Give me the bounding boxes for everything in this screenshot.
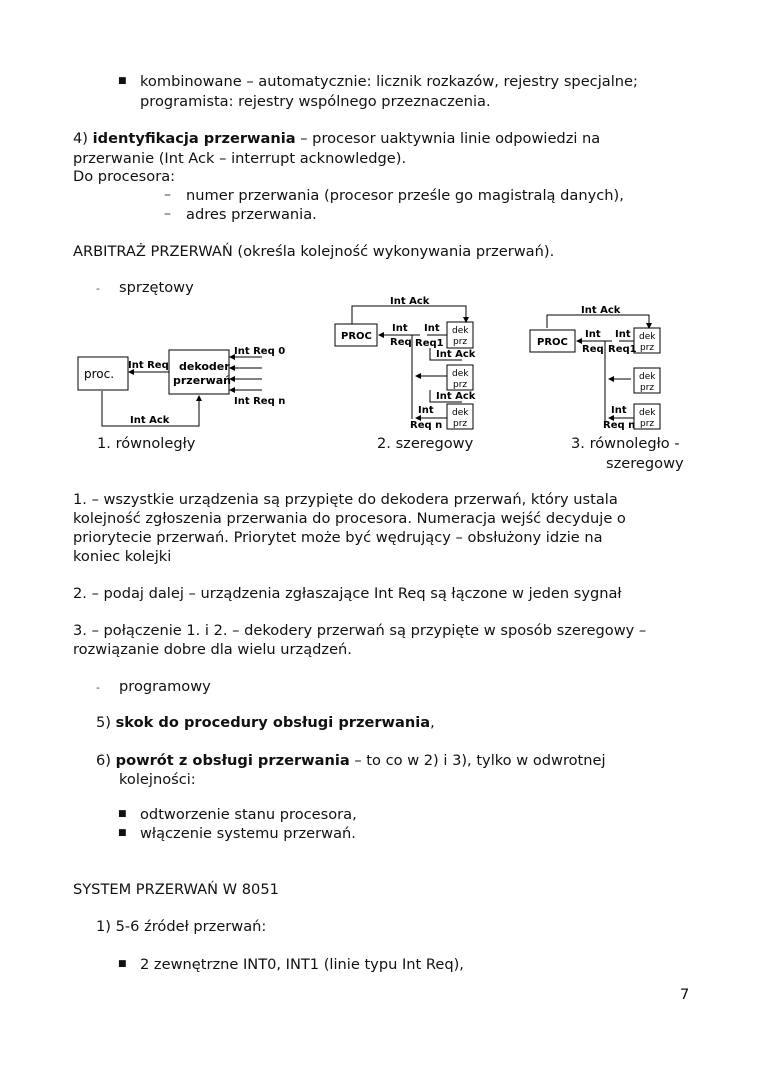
svg-text:prz: prz [453, 337, 468, 347]
svg-text:dek: dek [452, 369, 469, 379]
svg-text:dek: dek [639, 408, 656, 418]
svg-text:prz: prz [453, 419, 468, 429]
arbitraz-heading: ARBITRAŻ PRZERWAŃ (określa kolejność wykonywania przerwań). [73, 243, 555, 260]
int3-label: Int [418, 405, 434, 416]
caption-2: 2. szeregowy [377, 435, 474, 452]
dash-marker: – [164, 206, 171, 222]
int-ack-top: Int Ack [390, 296, 430, 307]
sys1: 1) 5-6 źródeł przerwań: [96, 918, 267, 935]
dekoder-label: przerwań [173, 374, 232, 387]
dash-marker: - [96, 681, 100, 694]
para1-line: priorytecie przerwań. Priorytet może być wędrujący – obsłużony idzie na [73, 529, 603, 546]
int-ack1: Int Ack [436, 349, 476, 360]
step4-line2: przerwanie (Int Ack – interrupt acknowledge). [73, 150, 407, 167]
dash-marker: – [164, 187, 171, 203]
step4-item: adres przerwania. [186, 206, 317, 223]
step5-num: 5) [96, 714, 111, 731]
sprzetowy-label: sprzętowy [119, 279, 194, 296]
req1-label: Req1 [608, 344, 637, 355]
bullet-square: ■ [118, 76, 127, 86]
int-ack-label: Int Ack [130, 415, 170, 426]
int-req-label: Int Req [128, 360, 169, 371]
bullet-square: ■ [118, 959, 127, 969]
proc-label: PROC [341, 331, 372, 342]
programowy-label: programowy [119, 678, 211, 695]
step6-rest: – to co w 2) i 3), tylko w odwrotnej [349, 752, 606, 769]
step4-bold: identyfikacja przerwania [92, 130, 296, 147]
svg-text:dek: dek [452, 326, 469, 336]
req1-label: Req1 [415, 338, 444, 349]
svg-text:prz: prz [640, 383, 655, 393]
step6-line2: kolejności: [119, 771, 196, 788]
para1-line: 1. – wszystkie urządzenia są przypięte do dekodera przerwań, który ustala [73, 491, 618, 508]
diagram-parallel [72, 338, 297, 433]
step6-item: włączenie systemu przerwań. [140, 825, 356, 842]
bullet-square: ■ [118, 809, 127, 819]
int-label: Int [585, 329, 601, 340]
svg-text:dek: dek [452, 408, 469, 418]
step4-num: 4) [73, 130, 88, 147]
diagram-serial [330, 294, 490, 434]
req-label: Req [390, 337, 412, 348]
para1-line: koniec kolejki [73, 548, 172, 565]
req-n-label: Req n [603, 420, 636, 430]
step4-rest: – procesor uaktywnia linie odpowiedzi na [295, 130, 601, 147]
int-bottom: Int [611, 405, 627, 416]
step6-num: 6) [96, 752, 111, 769]
int-ack-top: Int Ack [581, 305, 621, 316]
caption-3: 3. równoległo - [571, 435, 680, 452]
svg-text:dek: dek [639, 332, 656, 342]
req-n-label: Req n [410, 420, 443, 431]
svg-text:prz: prz [453, 380, 468, 390]
dekoder-label: dekoder [179, 360, 230, 373]
step6-bold: powrót z obsługi przerwania [115, 752, 350, 769]
step5-rest: , [430, 714, 435, 731]
int-reqn-label: Int Req n [234, 396, 286, 407]
bullet-square: ■ [118, 828, 127, 838]
diagram-parallel-serial [525, 300, 695, 430]
proc-label: proc. [84, 367, 115, 381]
step5-bold: skok do procedury obsługi przerwania [115, 714, 431, 731]
para2: 2. – podaj dalej – urządzenia zgłaszające Int Req są łączone w jeden sygnał [73, 585, 622, 602]
caption-1: 1. równoległy [97, 435, 196, 452]
svg-text:dek: dek [639, 372, 656, 382]
para1-line: kolejność zgłoszenia przerwania do procesora. Numeracja wejść decyduje o [73, 510, 626, 527]
proc-label: PROC [537, 337, 568, 348]
sys1-item: 2 zewnętrzne INT0, INT1 (linie typu Int Req), [140, 956, 464, 973]
bullet-text: kombinowane – automatycznie: licznik rozkazów, rejestry specjalne; [140, 73, 638, 90]
dash-marker: - [96, 282, 100, 295]
req-label: Req [582, 344, 604, 355]
bullet-text: programista: rejestry wspólnego przeznaczenia. [140, 93, 491, 110]
caption-3: szeregowy [606, 455, 684, 472]
step6-item: odtworzenie stanu procesora, [140, 806, 357, 823]
svg-text:prz: prz [640, 343, 655, 353]
int-b-label: Int [615, 329, 631, 340]
para3-line: 3. – połączenie 1. i 2. – dekodery przerwań są przypięte w sposób szeregowy – [73, 622, 647, 639]
int-ack2: Int Ack [436, 391, 476, 402]
int-label: Int [392, 323, 408, 334]
step6 [96, 751, 606, 770]
step5 [96, 713, 435, 732]
int-req0-label: Int Req 0 [234, 346, 286, 357]
int-b-label: Int [424, 323, 440, 334]
page-number: 7 [680, 986, 690, 1003]
svg-text:prz: prz [640, 419, 655, 429]
step4-item: numer przerwania (procesor prześle go magistralą danych), [186, 187, 624, 204]
system-heading: SYSTEM PRZERWAŃ W 8051 [73, 881, 279, 898]
step4-line3: Do procesora: [73, 168, 176, 185]
step4-line1 [73, 129, 600, 148]
para3-line: rozwiązanie dobre dla wielu urządzeń. [73, 641, 352, 658]
